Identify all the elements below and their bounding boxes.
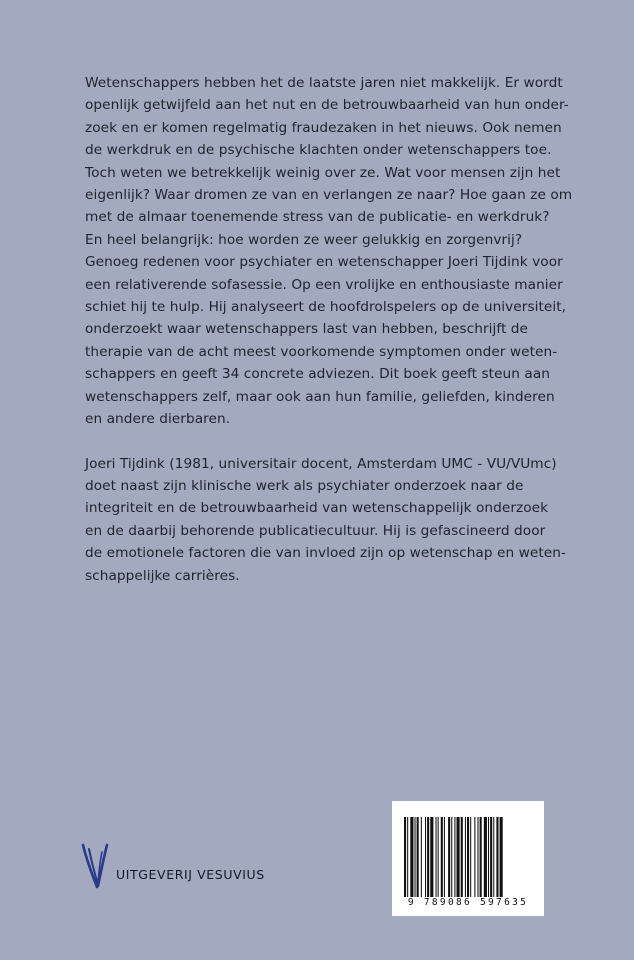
barcode-bar	[451, 817, 452, 897]
barcode-bar	[421, 817, 422, 897]
barcode-bar	[436, 817, 437, 897]
barcode-bar	[410, 817, 413, 897]
barcode-bar	[438, 817, 439, 897]
barcode-bar	[484, 817, 487, 897]
barcode-bar	[454, 817, 455, 897]
blurb-line: En heel belangrijk: hoe worden ze weer gelukkig en zorgenvrij?	[85, 231, 523, 248]
barcode-bar	[444, 817, 445, 897]
barcode-bar	[404, 817, 406, 897]
barcode-bar	[415, 817, 416, 897]
blurb-line: wetenschappers zelf, maar ook aan hun familie, geliefden, kinderen	[85, 388, 555, 405]
isbn-number: 9 789086 597635	[407, 897, 529, 908]
bio-line: en de daarbij behorende publicatiecultuur. Hij is gefascineerd door	[85, 522, 546, 539]
vesuvius-flame-icon	[80, 843, 110, 889]
blurb-line: en andere dierbaren.	[85, 411, 231, 428]
barcode-bar	[474, 817, 475, 897]
barcode-bar	[496, 817, 498, 897]
bio-line: de emotionele factoren die van invloed zijn op wetenschap en weten-	[85, 545, 566, 562]
blurb-line: schappers en geeft 34 concrete adviezen. Dit boek geeft steun aan	[85, 366, 551, 383]
bio-line: schappelijke carrières.	[85, 567, 240, 584]
bio-line: doet naast zijn klinische werk als psychiater onderzoek naar de	[85, 477, 524, 494]
barcode-bar	[467, 817, 469, 897]
barcode-bar	[441, 817, 443, 897]
barcode-bars	[402, 817, 534, 897]
blurb-line: een relativerende sofasessie. Op een vrolijke en enthousiaste manier	[85, 276, 563, 293]
barcode-bar	[480, 817, 482, 897]
blurb-line: Toch weten we betrekkelijk weinig over ze. Wat voor mensen zijn het	[85, 164, 561, 181]
blurb-line: met de almaar toenemende stress van de publicatie- en werkdruk?	[85, 209, 550, 226]
barcode-bar	[500, 817, 503, 897]
barcode-bar	[490, 817, 492, 897]
blurb-text	[85, 72, 573, 587]
barcode-bar	[470, 817, 471, 897]
blurb-line: onderzoekt waar wetenschappers last van hebben, beschrijft de	[85, 321, 529, 338]
blurb-line: Wetenschappers hebben het de laatste jaren niet makkelijk. Er wordt	[85, 75, 563, 91]
barcode-bar	[488, 817, 489, 897]
barcode-bar	[427, 817, 429, 897]
blurb-paragraph-1	[85, 72, 573, 431]
bio-line: integriteit en de betrouwbaarheid van wetenschappelijk onderzoek	[85, 500, 549, 517]
blurb-line: eigenlijk? Waar dromen ze van en verlangen ze naar? Hoe gaan ze om	[85, 187, 573, 204]
blurb-line: schiet hij te hulp. Hij analyseert de hoofdrolspelers op de universiteit,	[85, 299, 567, 316]
barcode-bar	[430, 817, 433, 897]
publisher-logo	[80, 843, 280, 891]
barcode-bar	[448, 817, 450, 897]
barcode-bar	[417, 817, 419, 897]
blurb-line: openlijk getwijfeld aan het nut en de betrouwbaarheid van hun onder-	[85, 97, 569, 114]
blurb-line: Genoeg redenen voor psychiater en wetenschapper Joeri Tijdink voor	[85, 254, 563, 271]
barcode-bar	[461, 817, 463, 897]
barcode-bar	[465, 817, 466, 897]
barcode-bar	[478, 817, 479, 897]
author-bio-paragraph	[85, 453, 567, 587]
isbn-barcode	[392, 801, 544, 916]
barcode-bar	[425, 817, 426, 897]
bio-line: Joeri Tijdink (1981, universitair docent, Amsterdam UMC - VU/VUmc)	[85, 455, 557, 472]
blurb-line: zoek en er komen regelmatig fraudezaken in het nieuws. Ook nemen	[85, 119, 562, 136]
barcode-bar	[493, 817, 494, 897]
publisher-name: UITGEVERIJ VESUVIUS	[116, 867, 265, 882]
barcode-bar	[457, 817, 460, 897]
blurb-line: de werkdruk en de psychische klachten onder wetenschappers toe.	[85, 142, 552, 159]
barcode-bar	[407, 817, 408, 897]
blurb-line: therapie van de acht meest voorkomende symptomen onder weten-	[85, 343, 558, 360]
